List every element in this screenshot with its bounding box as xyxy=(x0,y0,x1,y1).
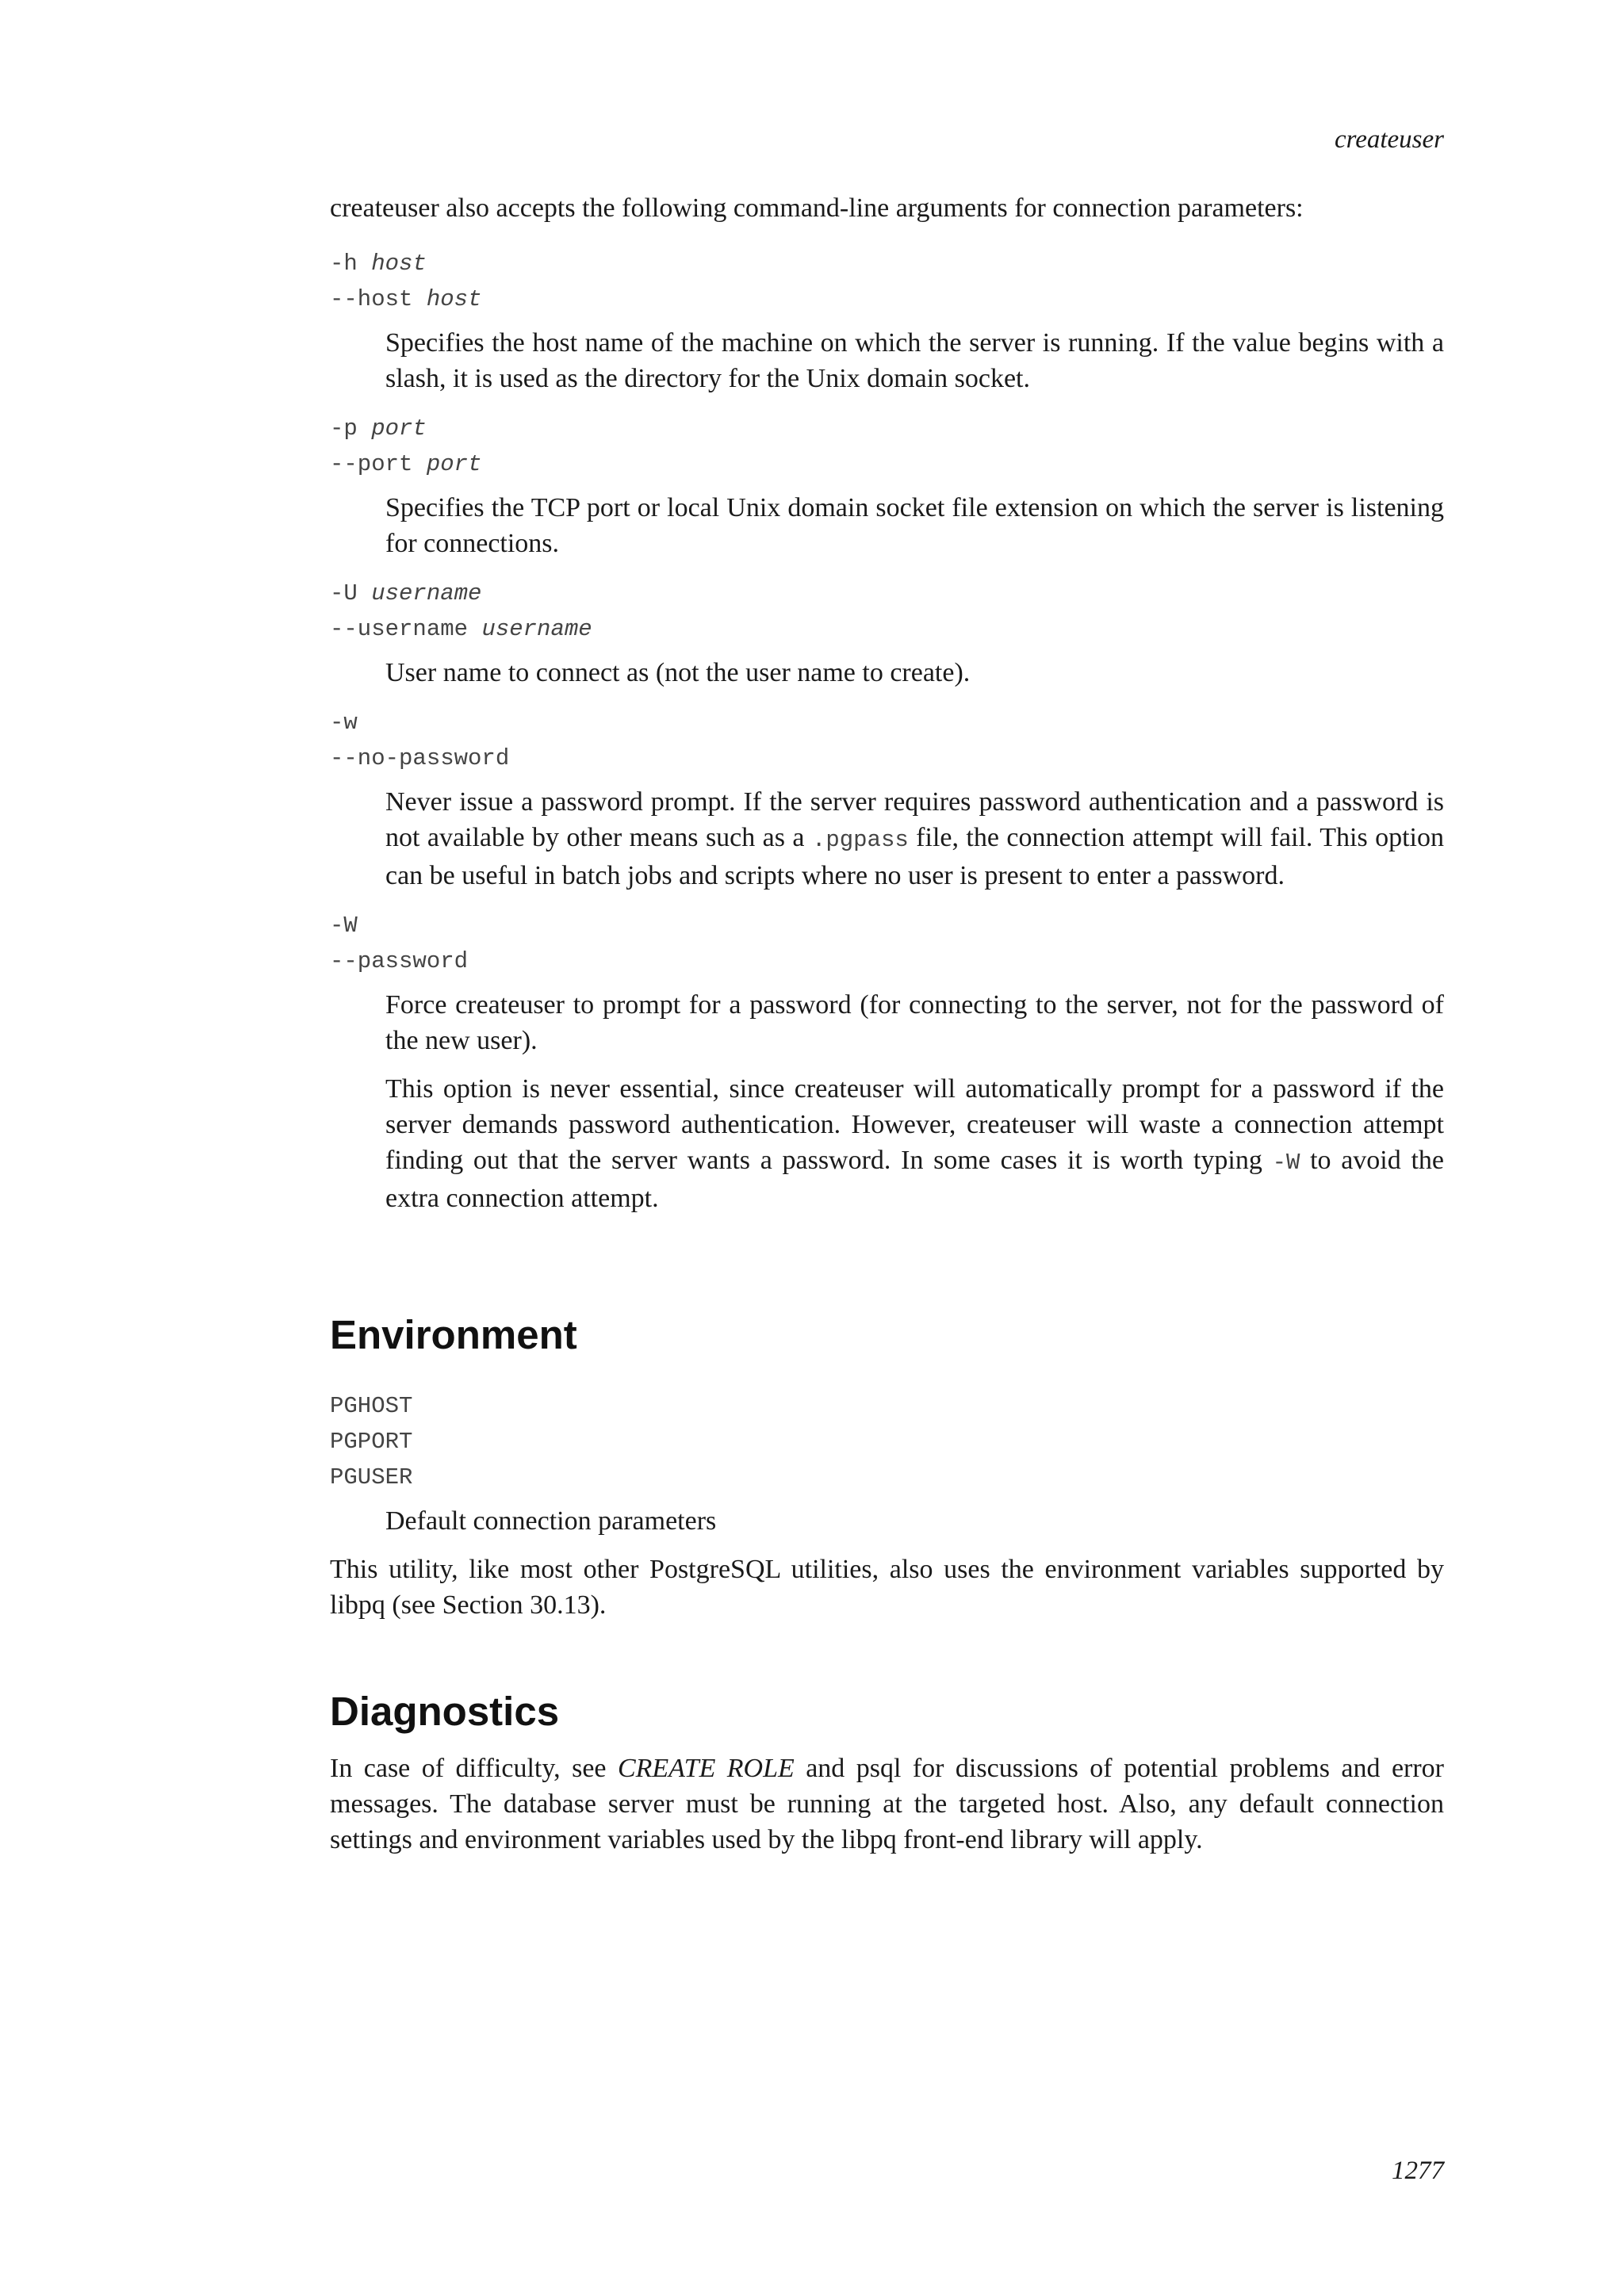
create-role-reference: CREATE ROLE xyxy=(617,1754,795,1783)
option-description xyxy=(385,655,1444,691)
desc-text: Never issue a password prompt. If the server requires password authentication and a password is not available by other means such as a xyxy=(385,787,1444,852)
inline-code: -W xyxy=(1272,1150,1300,1176)
option-description xyxy=(385,325,1444,396)
flag: -W xyxy=(330,913,358,939)
diagnostics-paragraph xyxy=(330,1751,1444,1858)
running-header: createuser xyxy=(1334,125,1444,154)
inline-code: .pgpass xyxy=(811,827,909,853)
option-no-password xyxy=(330,705,1444,894)
option-term-short xyxy=(330,705,1444,740)
diag-text: In case of difficulty, see xyxy=(330,1754,618,1783)
option-desc-text: Specifies the TCP port or local Unix domain socket file extension on which the server is listening for connections. xyxy=(385,493,1444,558)
env-vars-description xyxy=(385,1503,1444,1539)
desc-text: to avoid the extra connection attempt. xyxy=(385,1146,1444,1213)
flag-arg: port xyxy=(426,451,482,477)
flag: -w xyxy=(330,710,358,736)
option-term-short xyxy=(330,576,1444,611)
option-description xyxy=(385,987,1444,1216)
option-desc-text-2 xyxy=(385,1071,1444,1216)
option-username xyxy=(330,576,1444,691)
flag: -p xyxy=(330,415,358,442)
flag-arg: username xyxy=(371,580,482,607)
intro-paragraph: createuser also accepts the following command-line arguments for connection parameters: xyxy=(330,193,1304,223)
desc-text: file, the connection attempt will fail. This option can be useful in batch jobs and scripts where no user is present to enter a password. xyxy=(385,823,1444,890)
option-desc-text: User name to connect as (not the user name to create). xyxy=(385,658,971,687)
option-term-long xyxy=(330,611,1444,647)
option-desc-text xyxy=(385,784,1444,894)
flag: --username xyxy=(330,616,469,642)
env-var: PGHOST xyxy=(330,1393,413,1419)
flag-arg: host xyxy=(426,286,482,312)
section-title-environment: Environment xyxy=(330,1312,577,1357)
option-term-long xyxy=(330,740,1444,776)
env-var: PGPORT xyxy=(330,1429,413,1455)
option-port xyxy=(330,411,1444,561)
flag: --host xyxy=(330,286,413,312)
flag: -h xyxy=(330,251,358,277)
diag-text: and psql for discussions of potential problems and error messages. The database server must be running at the targeted host. Also, any default connection settings and environment variables used by the libpq front-end library will apply. xyxy=(330,1754,1444,1854)
flag-arg: username xyxy=(481,616,592,642)
flag: --no-password xyxy=(330,745,510,771)
option-description xyxy=(385,784,1444,894)
flag-arg: port xyxy=(371,415,427,442)
flag: --port xyxy=(330,451,413,477)
page-content xyxy=(330,190,1444,1858)
option-host xyxy=(330,246,1444,396)
environment-vars xyxy=(330,1388,1444,1539)
option-term-short xyxy=(330,908,1444,943)
option-term-long xyxy=(330,446,1444,482)
env-var: PGUSER xyxy=(330,1464,413,1490)
option-desc-text: Specifies the host name of the machine on which the server is running. If the value begins with a slash, it is used as the directory for the Unix domain socket. xyxy=(385,328,1444,393)
option-term-short xyxy=(330,411,1444,446)
option-term-long xyxy=(330,281,1444,317)
section-title-diagnostics: Diagnostics xyxy=(330,1689,560,1734)
page-number: 1277 xyxy=(1392,2156,1444,2185)
flag-arg: host xyxy=(371,251,427,277)
option-term-long xyxy=(330,943,1444,979)
option-description xyxy=(385,490,1444,561)
option-password xyxy=(330,908,1444,1216)
desc-text: This option is never essential, since createuser will automatically prompt for a password if the server demands password authentication. However, createuser will waste a connection attempt finding out that the server wants a password. In some cases it is worth typing xyxy=(385,1074,1444,1175)
flag: -U xyxy=(330,580,358,607)
env-desc-text: Default connection parameters xyxy=(385,1506,717,1536)
option-desc-text: Force createuser to prompt for a password (for connecting to the server, not for the password of the new user). xyxy=(385,990,1444,1055)
flag: --password xyxy=(330,948,469,974)
option-term-short xyxy=(330,246,1444,281)
environment-note: This utility, like most other PostgreSQL utilities, also uses the environment variables supported by libpq (see Section 30.13). xyxy=(330,1555,1444,1620)
